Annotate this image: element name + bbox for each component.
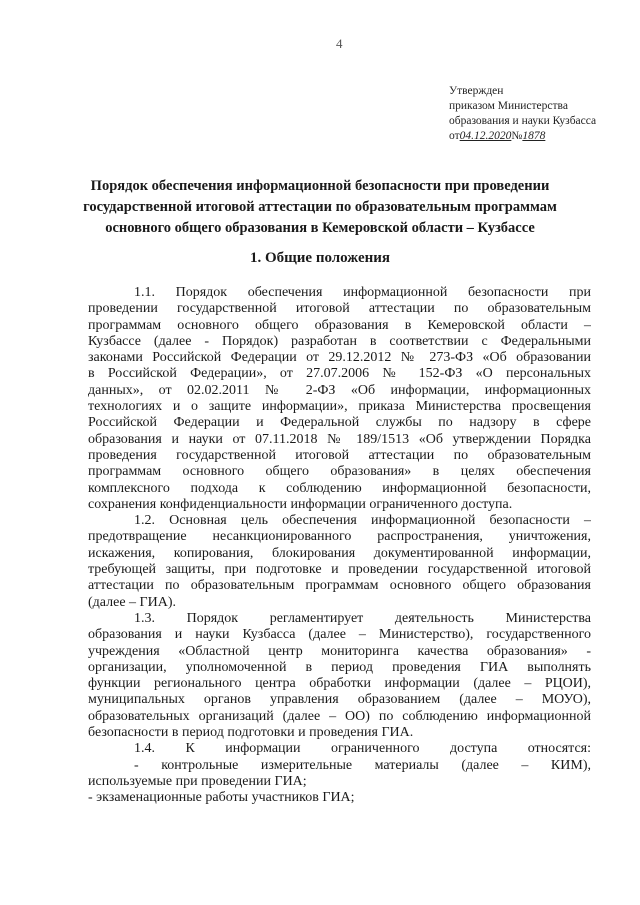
paragraph-1-1-first-line: 1.1. Порядок обеспечения информационной безопасности при: [134, 285, 591, 300]
section-heading: 1. Общие положения: [249, 250, 391, 266]
document-title: [60, 176, 580, 239]
body-line: организации, уполномоченной в период проведения ГИА выполнять: [88, 659, 591, 675]
body-line: искажения, копирования, блокирования документированной информации,: [88, 545, 591, 561]
paragraph-1-2-first-line: 1.2. Основная цель обеспечения информационной безопасности –: [134, 513, 591, 529]
date-prefix: от: [449, 130, 460, 142]
list-item-kim: - контрольные измерительные материалы (далее – КИМ),: [134, 757, 591, 773]
number-prefix: №: [511, 130, 523, 142]
body-line: технологиях и о защите информации», приказа Министерства просвещения: [88, 399, 591, 415]
body-line: сохранения конфиденциальности информации ограниченного доступа.: [88, 496, 513, 512]
body-line: данных», от 02.02.2011 № 2-ФЗ «Об информации, информационных: [88, 382, 591, 398]
body-line: используемые при проведении ГИА;: [88, 773, 307, 789]
body-text: [88, 285, 591, 807]
approval-line: приказом Министерства: [449, 100, 568, 112]
body-line: законами Российской Федерации от 29.12.2012 № 273-ФЗ «Об образовании: [88, 350, 591, 366]
body-line: Российской Федерации и Федеральной службы по надзору в сфере: [88, 415, 591, 431]
body-line: безопасности в период подготовки и проведения ГИА.: [88, 725, 414, 741]
body-line: программам основного общего образования» в целях обеспечения: [88, 464, 591, 480]
approval-line: Утвержден: [449, 85, 504, 97]
body-line: в Российской Федерации», от 27.07.2006 № 152-ФЗ «О персональных: [88, 366, 591, 382]
body-line: функции регионального центра обработки информации (далее – РЦОИ),: [88, 676, 591, 692]
body-line: проведения государственной итоговой аттестации по образовательным: [88, 447, 591, 463]
title-line: Порядок обеспечения информационной безопасности при проведении: [90, 178, 550, 194]
title-line: государственной итоговой аттестации по образовательным программам: [83, 199, 557, 215]
body-line: аттестации по образовательным программам основного общего образования: [88, 578, 591, 594]
body-line: предотвращение несанкционированного распространения, уничтожения,: [88, 529, 591, 545]
approval-date: 04.12.2020: [459, 130, 512, 142]
paragraph-1-4-first-line: 1.4. К информации ограниченного доступа относятся:: [134, 741, 591, 757]
body-line: программам основного общего образования в Кемеровской области –: [88, 317, 591, 333]
body-line: муниципальных органов управления образованием (далее – МОУО),: [88, 692, 591, 708]
body-line: требующей защиты, при подготовке и проведении государственной итоговой: [88, 562, 591, 578]
body-line: (далее – ГИА).: [88, 594, 177, 610]
list-item-exam-works: - экзаменационные работы участников ГИА;: [88, 790, 355, 806]
title-line: основного общего образования в Кемеровской области – Кузбассе: [105, 220, 535, 236]
body-line: образования и науки от 07.11.2018 № 189/1513 «Об утверждении Порядка: [88, 431, 591, 447]
body-line: Кузбассе (далее - Порядок) разработан в соответствии с Федеральными: [88, 333, 591, 349]
approval-block: [449, 84, 619, 144]
approval-date-line: [449, 129, 619, 144]
approval-line: образования и науки Кузбасса: [449, 115, 597, 127]
body-line: проведении государственной итоговой аттестации по образовательным: [88, 301, 591, 317]
approval-number: 1878: [522, 130, 546, 142]
body-line: образования и науки Кузбасса (далее – Министерство), государственного: [88, 627, 591, 643]
body-line: комплексного подхода к соблюдению информационной безопасности,: [88, 480, 591, 496]
body-line: образовательных организаций (далее – ОО) по соблюдению информационной: [88, 708, 591, 724]
page-number: 4: [336, 36, 343, 51]
body-line: учреждения «Областной центр мониторинга качества образования» -: [88, 643, 591, 659]
paragraph-1-3-first-line: 1.3. Порядок регламентирует деятельность Министерства: [134, 610, 591, 626]
